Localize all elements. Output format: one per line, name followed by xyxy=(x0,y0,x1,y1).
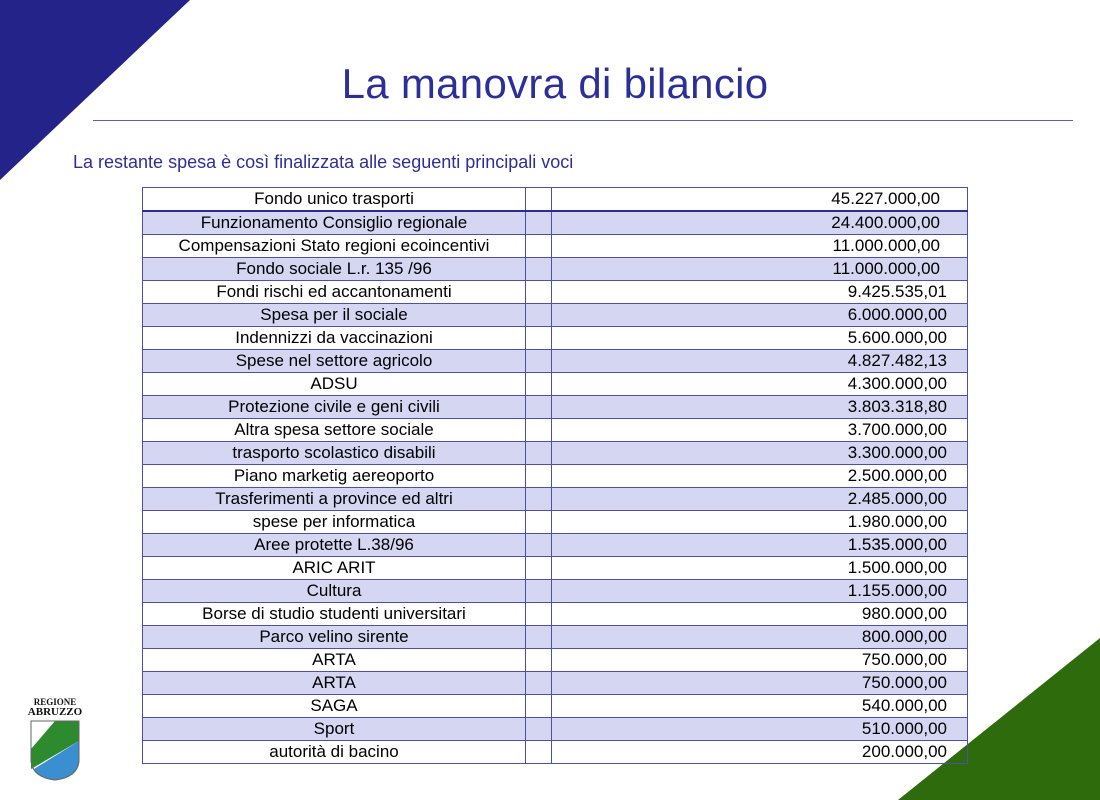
table-row xyxy=(143,580,968,603)
row-label: Piano marketig aereoporto xyxy=(143,465,526,488)
row-spacer-cell xyxy=(526,350,552,373)
row-label: trasporto scolastico disabili xyxy=(143,442,526,465)
row-label: autorità di bacino xyxy=(143,741,526,764)
row-amount: 9.425.535,01 xyxy=(552,281,968,304)
row-label: ADSU xyxy=(143,373,526,396)
row-amount: 4.300.000,00 xyxy=(552,373,968,396)
row-spacer-cell xyxy=(526,442,552,465)
row-spacer-cell xyxy=(526,281,552,304)
table-row xyxy=(143,258,968,281)
row-amount: 540.000,00 xyxy=(552,695,968,718)
row-spacer-cell xyxy=(526,419,552,442)
row-spacer-cell xyxy=(526,649,552,672)
row-amount: 800.000,00 xyxy=(552,626,968,649)
table-row xyxy=(143,373,968,396)
row-amount: 200.000,00 xyxy=(552,741,968,764)
expense-table-body xyxy=(143,188,968,764)
row-amount: 6.000.000,00 xyxy=(552,304,968,327)
slide-title: La manovra di bilancio xyxy=(341,60,769,107)
row-amount: 11.000.000,00 xyxy=(552,258,968,281)
row-amount: 1.980.000,00 xyxy=(552,511,968,534)
row-spacer-cell xyxy=(526,396,552,419)
table-row xyxy=(143,327,968,350)
row-amount: 4.827.482,13 xyxy=(552,350,968,373)
table-row xyxy=(143,695,968,718)
table-row xyxy=(143,419,968,442)
row-label: Parco velino sirente xyxy=(143,626,526,649)
table-row xyxy=(143,672,968,695)
row-spacer-cell xyxy=(526,511,552,534)
row-spacer-cell xyxy=(526,327,552,350)
row-spacer-cell xyxy=(526,258,552,281)
row-amount: 980.000,00 xyxy=(552,603,968,626)
table-row xyxy=(143,649,968,672)
row-spacer-cell xyxy=(526,465,552,488)
row-spacer-cell xyxy=(526,557,552,580)
table-row xyxy=(143,350,968,373)
row-amount: 11.000.000,00 xyxy=(552,235,968,258)
table-row xyxy=(143,718,968,741)
table-row xyxy=(143,557,968,580)
row-amount: 1.535.000,00 xyxy=(552,534,968,557)
row-label: Spesa per il sociale xyxy=(143,304,526,327)
row-label: Sport xyxy=(143,718,526,741)
table-row xyxy=(143,235,968,258)
table-row xyxy=(143,304,968,327)
row-label: Spese nel settore agricolo xyxy=(143,350,526,373)
row-spacer-cell xyxy=(526,488,552,511)
table-row xyxy=(143,741,968,764)
table-row xyxy=(143,511,968,534)
row-label: ARTA xyxy=(143,672,526,695)
row-spacer-cell xyxy=(526,718,552,741)
table-row xyxy=(143,626,968,649)
row-label: ARIC ARIT xyxy=(143,557,526,580)
table-row xyxy=(143,534,968,557)
coat-of-arms-icon xyxy=(29,719,81,781)
slide-subtitle: La restante spesa è così finalizzata alle seguenti principali voci xyxy=(73,152,574,172)
table-row xyxy=(143,442,968,465)
row-spacer-cell xyxy=(526,211,552,235)
row-label: spese per informatica xyxy=(143,511,526,534)
row-amount: 750.000,00 xyxy=(552,649,968,672)
row-label: SAGA xyxy=(143,695,526,718)
table-row xyxy=(143,488,968,511)
row-label: Funzionamento Consiglio regionale xyxy=(143,211,526,235)
row-label: Cultura xyxy=(143,580,526,603)
row-spacer-cell xyxy=(526,580,552,603)
expense-table xyxy=(142,187,968,764)
row-amount: 3.700.000,00 xyxy=(552,419,968,442)
row-label: Altra spesa settore sociale xyxy=(143,419,526,442)
row-spacer-cell xyxy=(526,672,552,695)
regione-abruzzo-logo xyxy=(26,697,84,781)
row-amount: 750.000,00 xyxy=(552,672,968,695)
row-label: Protezione civile e geni civili xyxy=(143,396,526,419)
row-amount: 2.500.000,00 xyxy=(552,465,968,488)
row-spacer-cell xyxy=(526,534,552,557)
table-row xyxy=(143,603,968,626)
table-row xyxy=(143,281,968,304)
row-spacer-cell xyxy=(526,373,552,396)
row-label: Fondo unico trasporti xyxy=(143,188,526,212)
row-amount: 5.600.000,00 xyxy=(552,327,968,350)
row-label: Borse di studio studenti universitari xyxy=(143,603,526,626)
row-spacer-cell xyxy=(526,235,552,258)
row-amount: 3.803.318,80 xyxy=(552,396,968,419)
row-label: Fondi rischi ed accantonamenti xyxy=(143,281,526,304)
table-row xyxy=(143,211,968,235)
row-label: Aree protette L.38/96 xyxy=(143,534,526,557)
row-spacer-cell xyxy=(526,695,552,718)
row-label: ARTA xyxy=(143,649,526,672)
title-divider xyxy=(93,120,1073,121)
row-spacer-cell xyxy=(526,188,552,212)
row-amount: 1.155.000,00 xyxy=(552,580,968,603)
row-spacer-cell xyxy=(526,603,552,626)
row-label: Fondo sociale L.r. 135 /96 xyxy=(143,258,526,281)
row-spacer-cell xyxy=(526,304,552,327)
table-row xyxy=(143,396,968,419)
row-amount: 3.300.000,00 xyxy=(552,442,968,465)
row-label: Compensazioni Stato regioni ecoincentivi xyxy=(143,235,526,258)
logo-line-1: REGIONE xyxy=(33,697,77,707)
row-amount: 510.000,00 xyxy=(552,718,968,741)
logo-line-2: ABRUZZO xyxy=(27,706,83,718)
table-row xyxy=(143,465,968,488)
table-row xyxy=(143,188,968,212)
row-amount: 45.227.000,00 xyxy=(552,188,968,212)
row-label: Indennizzi da vaccinazioni xyxy=(143,327,526,350)
row-amount: 2.485.000,00 xyxy=(552,488,968,511)
row-amount: 1.500.000,00 xyxy=(552,557,968,580)
row-spacer-cell xyxy=(526,626,552,649)
row-amount: 24.400.000,00 xyxy=(552,211,968,235)
row-label: Trasferimenti a province ed altri xyxy=(143,488,526,511)
row-spacer-cell xyxy=(526,741,552,764)
logo-text xyxy=(26,697,84,717)
